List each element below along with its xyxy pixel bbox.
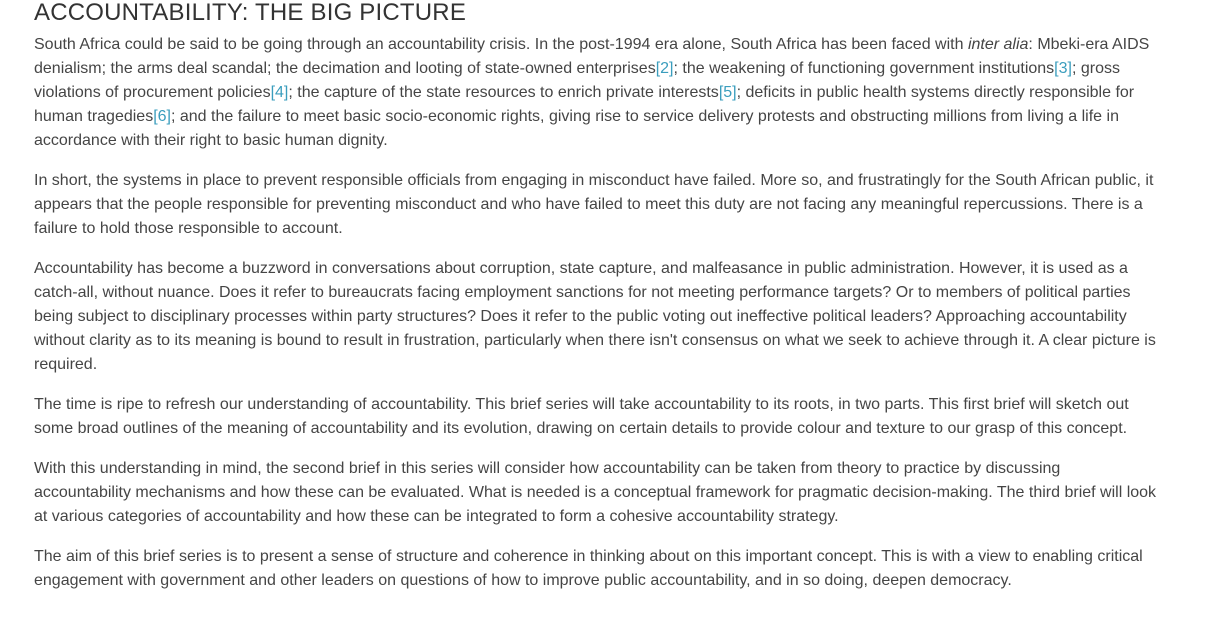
p1-text-d: ; gross violations of procurement policies <box>34 60 1120 101</box>
footnote-link-2[interactable]: [2] <box>655 60 674 77</box>
p1-text-c: ; the weakening of functioning government institutions <box>673 60 1055 77</box>
footnote-link-3[interactable]: [3] <box>1054 60 1072 77</box>
p1-text-a: South Africa could be said to be going through an accountability crisis. In the post-1994 era alone, South Africa has been faced with <box>34 36 968 53</box>
p1-text-e: ; the capture of the state resources to enrich private interests <box>288 84 719 101</box>
paragraph-2: In short, the systems in place to prevent responsible officials from engaging in misconduct have failed. More so, and frustratingly for the South African public, it appears that the people responsible for preventing misconduct and who have failed to meet this duty are not facing any meaningful repercussions. There is a failure to hold those responsible to account. <box>34 172 1154 237</box>
footnote-link-5[interactable]: [5] <box>718 84 737 101</box>
p1-text-b: : Mbeki-era AIDS denialism; the arms deal scandal; the decimation and looting of state-owned enterprises <box>34 36 1150 77</box>
paragraph-4: The time is ripe to refresh our understanding of accountability. This brief series will take accountability to its roots, in two parts. This first brief will sketch out some broad outlines of the meaning of accountability and its evolution, drawing on certain details to provide colour and texture to our grasp of this concept. <box>34 396 1129 437</box>
paragraph-6: The aim of this brief series is to present a sense of structure and coherence in thinking about on this important concept. This is with a view to enabling critical engagement with government and other leaders on questions of how to improve public accountability, and in so doing, deepen democracy. <box>34 548 1143 589</box>
paragraph-5: With this understanding in mind, the second brief in this series will consider how accountability can be taken from theory to practice by discussing accountability mechanisms and how these can be evaluated. What is needed is a conceptual framework for pragmatic decision-making. The third brief will look at various categories of accountability and how these can be integrated to form a cohesive accountability strategy. <box>34 460 1157 525</box>
p1-text-g: ; and the failure to meet basic socio-economic rights, giving rise to service delivery protests and obstructing millions from living a life in accordance with their right to basic human dignity. <box>34 108 1119 149</box>
p1-italic-inter-alia: inter alia <box>967 36 1029 53</box>
paragraph-1 <box>34 33 1159 153</box>
footnote-link-4[interactable]: [4] <box>270 84 289 101</box>
footnote-link-6[interactable]: [6] <box>153 108 171 125</box>
article-title: ACCOUNTABILITY: THE BIG PICTURE <box>34 0 467 26</box>
p1-text-f: ; deficits in public health systems directly responsible for human tragedies <box>34 84 1135 125</box>
paragraph-3: Accountability has become a buzzword in conversations about corruption, state capture, and malfeasance in public administration. However, it is used as a catch-all, without nuance. Does it refer to bureaucrats facing employment sanctions for not meeting performance targets? Or to members of political parties being subject to disciplinary processes within party structures? Does it refer to the public voting out ineffective political leaders? Approaching accountability without clarity as to its meaning is bound to result in frustration, particularly when there isn't consensus on what we seek to achieve through it. A clear picture is required. <box>34 260 1156 373</box>
